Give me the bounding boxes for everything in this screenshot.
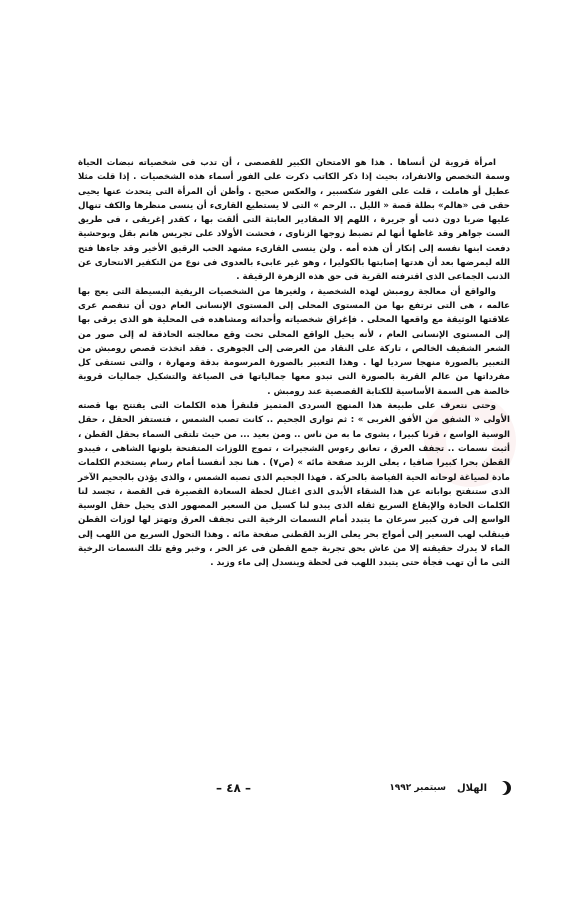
crescent-icon [493, 781, 507, 795]
paragraph-2: والواقع أن معالجة رومبش لهذه الشخصية ، ولغيرها من الشخصيات الريفية البسيطة التى يعج بها عالمه ، هى التى ترتفع بها من المستوى المحلى إلى المستوى الإنسانى العام دون أن تنفصم عرى علاقتها الوثيقة مع واقعها المحلى . فإغراق شخصياته وأحداثه ومشاهده فى المحلية هو الذى يرقى بها إلى المستوى الإنسانى العام ، لأنه يحيل الواقع المحلى تحت وقع معالجته الحاذقة له إلى صور من الشعر الشفيف الخالص ، تاركة على النقاد من العرضى إلى الجوهرى . فقد اتخذت قصص رومبش من التعبير بالصورة منهجا سرديا لها . وهذا التعبير بالصورة المرسومة بدقة ومهارة ، والتى تستقى كل مفرداتها من عالم القرية بالصورة التى تبدو معها جمالياتها فى الصياغة والتشكيل جماليات قروية خالصة هى السمة الأساسية للكتابة القصصية عند رومبش . [78, 286, 510, 397]
paragraph-3: وحتى نتعرف على طبيعة هذا المنهج السردى المتميز فلنقرأ هذه الكلمات التى يفتتح بها قصته الأولى « الشفق من الأفق الغربى » : ثم توارى الجحيم .. كانت تصب الشمس ، فتستفز الحقل ، حقل الوسية الواسع ، قرنا كبيرا ، يشوى ما به من ناس .. ومن بعيد ... من حيث تلتقى السماء بحقل القطن ، أثبت نسمات .. تجفف العرق ، تعانق رءوس الشجيرات ، تموج اللوزات المتفتحة بلونها الشاهى ، فيبدو القطن بحرا كبيرا صافيا ، يعلى الزبد صفحة مائه » (ص٧) . هنا نجد أنفسنا أمام رسام يستخدم الكلمات مادة لصياغة لوحاته الحية الفياضة بالحركة . فهذا الجحيم الذى تصبه الشمس ، والذى يؤذن بالجحيم الآخر الذى ستنفتح بواباته عن هذا الشقاء الأبدى الذى اغتال لحظة السعادة القصيرة فى القصة ، تجسد لنا الكلمات الحادة والإيقاع السريع ثقله الذى يبدو لنا كسيل من السعير المصهور الذى يحيل حقل الوسية الواسع إلى فرن كبير سرعان ما يتبدد أمام النسمات الرخية التى تجفف العرق وتهتز لها لوزات القطن فينقلب لهب السعير إلى أمواج بحر يعلى الزبد القطنى صفحة مائه . وهذا التحول السريع من اللهب إلى الماء لا يدرك حقيقته إلا من عاش بحق تجربة جمع القطن فى عز الحر ، وخبر وقع تلك النسمات الرخية التى ما أن تهب فجأة حتى يتبدد اللهب فى لحظة وينسدل إلى ماء وزبد . [78, 401, 510, 569]
magazine-name: الهلال [456, 782, 487, 794]
issue-date: سبتمبر ١٩٩٢ [389, 783, 446, 793]
magazine-brand [389, 781, 510, 795]
paragraph-1: امرأة قروية لن أنساها . هذا هو الامتحان الكبير للقصصى ، أن تدب فى شخصياته نبضات الحياة وسمة التخصص والانفراد، بحيث إذا ذكر الكاتب ذكرت على الفور أسماء هذه الشخصيات . إذا قلت مثلا عطيل أو هاملت ، قلت على الفور شكسبير ، والعكس صحيح . وأظن أن المرأة التى يتحدث عنها يحيى حقى فى «هالم» بطلة قصة « الليل .. الرحم » التى لا يستطيع القارىء أن ينسى منظرها والكف تنهال عليها ضربا دون ذنب أو جريرة ، اللهم إلا المقادير العابثة التى ألقت بها ، كقدر إغريقى ، فى طريق الست جواهر وقد غاظها أنها لم تضبط زوجها الزناوى ، فحشت الأولاد على تجريس هانم بقل وبوحشية دفعت ابنها نفسه إلى إنكار أن هذه أمه . ولن ينسى القارىء مشهد الحب الرقيق الأخير وقد جاءها فتح الله ليمرضها بعد أن هدتها إصابتها بالكوليرا ، وهو غير عابىء بالعدوى فى نوع من التكفير الانتحارى عن الذنب الجماعى الذى اقترفته القرية فى حق هذه الزهرة الرقيقة . [78, 158, 510, 283]
page-number: – ٤٨ – [216, 781, 252, 795]
article-body [78, 156, 510, 571]
page-footer [78, 778, 510, 798]
